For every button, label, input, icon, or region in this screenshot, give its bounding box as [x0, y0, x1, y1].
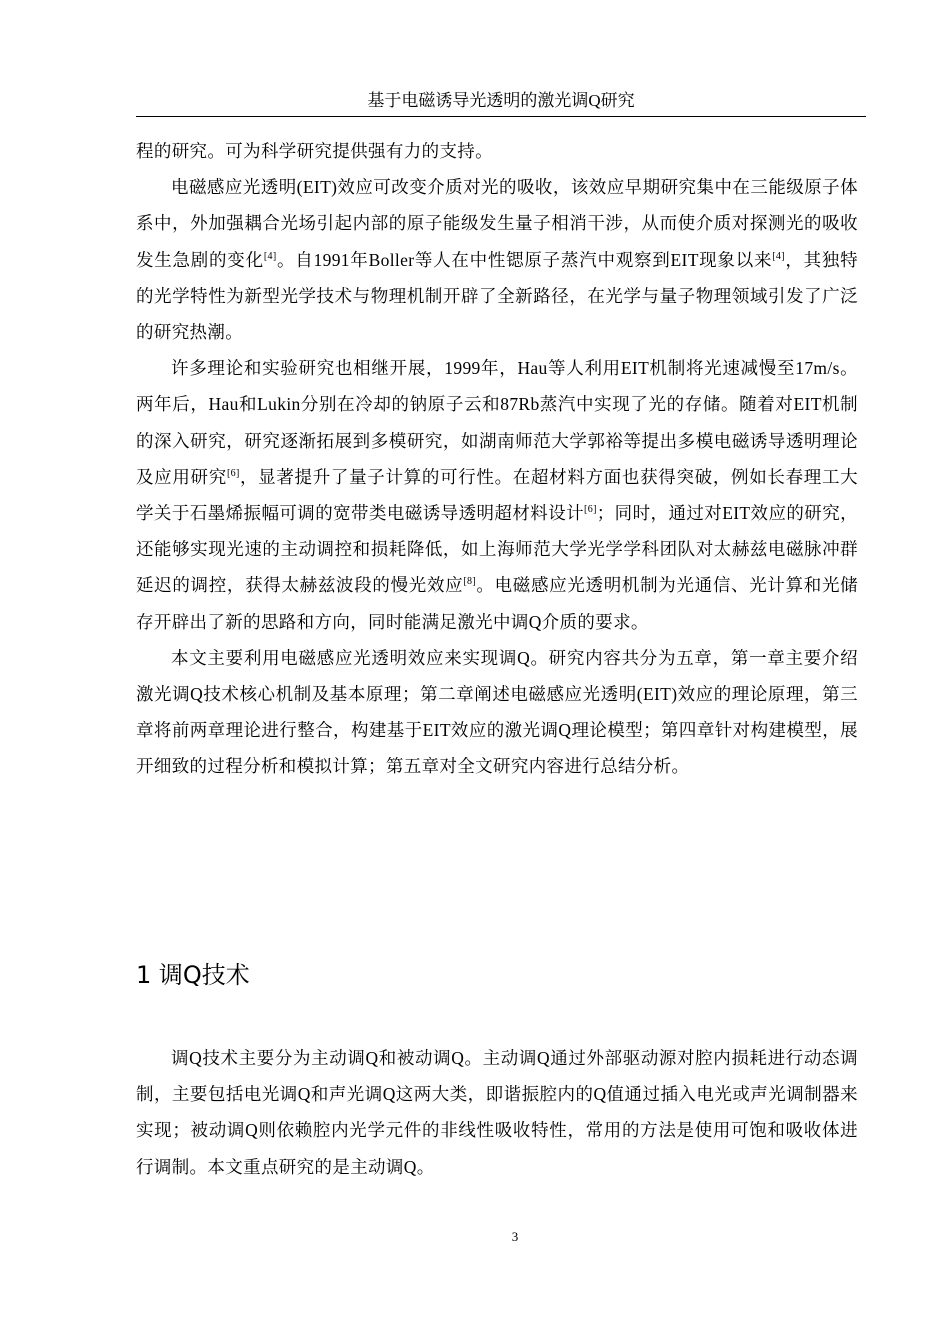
page-header-title: 基于电磁诱导光透明的激光调Q研究: [367, 91, 635, 110]
paragraph-eit-research: [136, 350, 858, 640]
citation: [8]: [463, 576, 477, 588]
section-body: [136, 1040, 858, 1185]
page-number: 3: [511, 1229, 519, 1244]
text-run: ，显著提升了量子计算的可行性。在超材料方面也获得突破，例如长春理工大学关于石墨烯振幅可调的宽带类电磁诱导透明超材料设计: [136, 466, 858, 524]
header-divider: [136, 116, 866, 117]
text-run: ；同时，通过对EIT效应的研究，还能够实现光速的主动调控和损耗降低，如上海师范大学光学学科团队对太赫兹电磁脉冲群延迟的调控，获得太赫兹波段的慢光效应: [136, 503, 859, 596]
citation: [6]: [584, 504, 597, 516]
citation: [6]: [226, 467, 240, 479]
text-run: ，其独特的光学特性为新型光学技术与物理机制开辟了全新路径，在光学与量子物理领域引发了广泛的研究热潮。: [136, 249, 858, 343]
paragraph-continued: 程的研究。可为科学研究提供强有力的支持。: [136, 141, 493, 161]
citation: [4]: [263, 250, 277, 262]
text-run: 许多理论和实验研究也相继开展，1999年，Hau等人利用EIT机制将光速减慢至17m/s。两年后，Hau和Lukin分别在冷却的钠原子云和87Rb蒸汽中实现了光的存储。随着对EIT机制的深入研究，研究逐渐拓展到多模研究，如湖南师范大学郭裕等提出多模电磁诱导透明理论及应用研究: [136, 358, 858, 487]
text-run: 电磁感应光透明(EIT)效应可改变介质对光的吸收，该效应早期研究集中在三能级原子体系中，外加强耦合光场引起内部的原子能级发生量子相消干涉，从而使介质对探测光的吸收发生急剧的变化: [136, 177, 858, 270]
paragraph-outline: 本文主要利用电磁感应光透明效应来实现调Q。研究内容共分为五章，第一章主要介绍激光调Q技术核心机制及基本原理；第二章阐述电磁感应光透明(EIT)效应的理论原理，第三章将前两章理论进行整合，构建基于EIT效应的激光调Q理论模型；第四章针对构建模型，展开细致的过程分析和模拟计算；第五章对全文研究内容进行总结分析。: [136, 647, 858, 777]
section-heading: 1 调Q技术: [136, 961, 250, 989]
paragraph-q-switching: 调Q技术主要分为主动调Q和被动调Q。主动调Q通过外部驱动源对腔内损耗进行动态调制，主要包括电光调Q和声光调Q这两大类，即谐振腔内的Q值通过插入电光或声光调制器来实现；被动调Q则依赖腔内光学元件的非线性吸收特性，常用的方法是使用可饱和吸收体进行调制。本文重点研究的是主动调Q。: [136, 1048, 858, 1177]
citation: [4]: [772, 250, 785, 262]
text-run: 。自1991年Boller等人在中性锶原子蒸汽中观察到EIT现象以来: [276, 249, 773, 270]
document-body: [136, 133, 858, 785]
text-run: 。电磁感应光透明机制为光通信、光计算和光储存开辟出了新的思路和方向，同时能满足激光中调Q介质的要求。: [136, 575, 858, 632]
paragraph-eit-intro: [136, 169, 858, 350]
